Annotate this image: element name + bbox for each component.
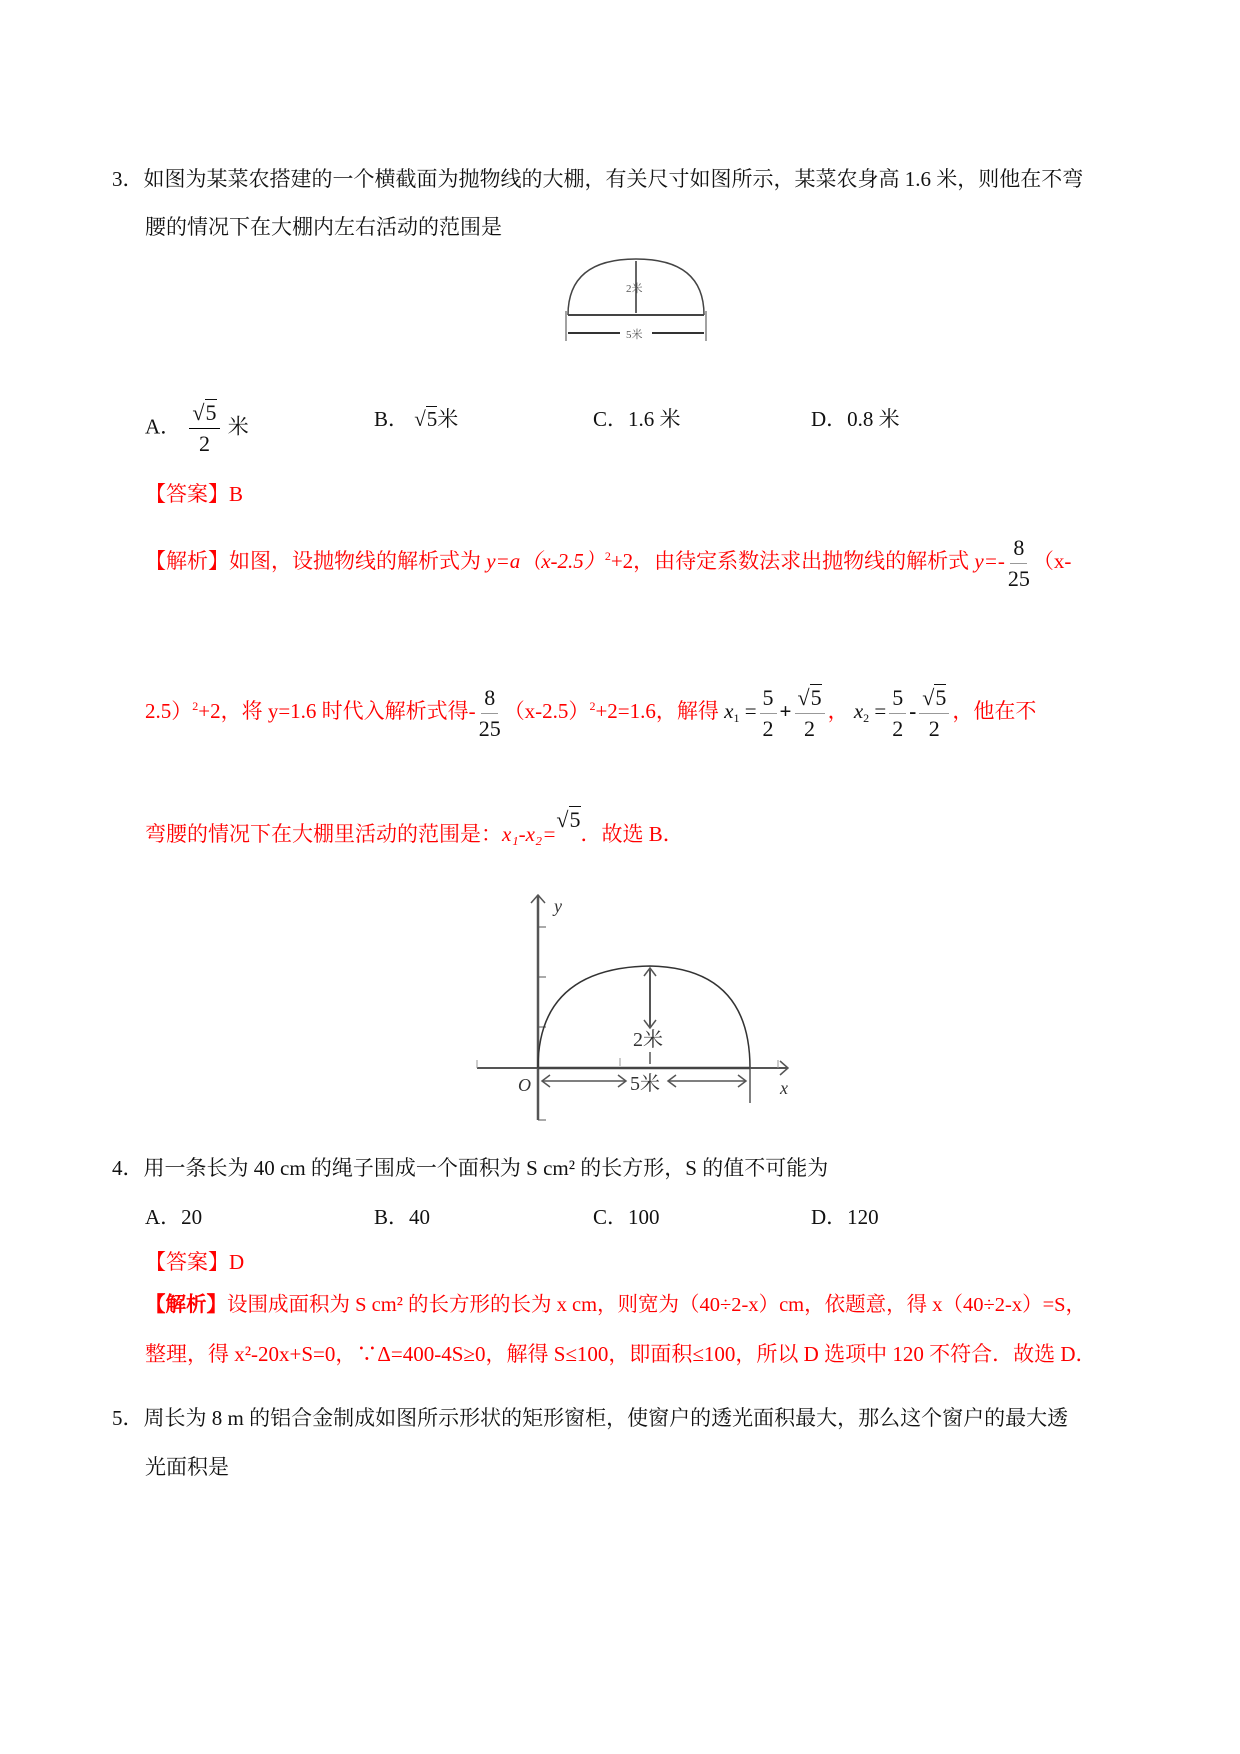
radicand: 5 xyxy=(205,400,217,425)
fraction: $\frac{√5}{2}$ xyxy=(795,683,825,744)
height-label: 2米 xyxy=(633,1029,663,1051)
subscript: 2 xyxy=(863,711,870,725)
fraction: $\frac{√5}{2}$ xyxy=(919,683,949,744)
option-text: 0.8 米 xyxy=(847,407,900,431)
option-letter: C． xyxy=(593,407,629,431)
option-letter: A． xyxy=(145,414,182,439)
q3-analysis-line3 xyxy=(145,807,684,848)
text: ，他在不 xyxy=(952,699,1037,723)
radicand: 5 xyxy=(569,807,581,832)
q4-number: 4． xyxy=(112,1156,144,1180)
parabola-graph xyxy=(470,888,800,1124)
var: x xyxy=(724,699,734,723)
radicand: 5 xyxy=(426,407,438,431)
text: 如图，设抛物线的解析式为 xyxy=(229,549,487,573)
q4-text: 用一条长为 40 cm 的绳子围成一个面积为 S cm² 的长方形，S 的值不可能为 xyxy=(143,1156,829,1180)
y-axis-label: y xyxy=(554,896,562,916)
subscript: 1 xyxy=(733,711,740,725)
width-label: 5米 xyxy=(630,1073,660,1095)
q4-answer xyxy=(145,1248,244,1276)
fraction: $\frac{√5}{2}$ xyxy=(189,398,219,459)
exponent: 2 xyxy=(192,699,199,713)
text: ．故选 B． xyxy=(580,822,684,846)
answer-label: 【答案】 xyxy=(145,482,229,506)
radicand: 5 xyxy=(810,684,822,710)
numerator: 5 xyxy=(889,683,906,714)
denominator: 2 xyxy=(892,715,904,741)
denominator: 2 xyxy=(928,715,940,741)
math: x₁-x₂= xyxy=(502,822,557,846)
answer-value: D xyxy=(229,1250,245,1274)
q4-line1 xyxy=(112,1154,828,1182)
x1-expression xyxy=(724,684,827,741)
origin-label: O xyxy=(518,1075,531,1095)
q3-analysis-line1 xyxy=(145,526,1071,594)
analysis-label: 【解析】 xyxy=(145,549,229,573)
q3-text: 如图为某菜农搭建的一个横截面为抛物线的大棚，有关尺寸如图所示，某菜农身高 1.6 米，则他在不弯 xyxy=(143,167,1084,191)
fraction xyxy=(889,683,906,744)
minus: - xyxy=(909,699,917,723)
q4-option-d[interactable]: D．120 xyxy=(811,1205,879,1229)
fig-width-label: 5米 xyxy=(626,329,643,341)
q3-number: 3． xyxy=(112,167,144,191)
analysis-label: 【解析】 xyxy=(145,1294,227,1316)
q3-analysis-line2 xyxy=(145,676,1036,748)
q3-answer xyxy=(145,480,243,508)
comma: ， xyxy=(827,699,849,723)
q3-option-d[interactable] xyxy=(811,403,900,433)
q3-option-c[interactable] xyxy=(593,403,681,433)
sqrt: √5 xyxy=(414,407,438,431)
denominator: 2 xyxy=(198,431,210,456)
q4-option-a[interactable]: A．20 xyxy=(145,1205,203,1229)
denominator: 25 xyxy=(478,715,501,741)
math: y=a（x-2.5） xyxy=(486,549,605,573)
text: +2，由待定系数法求出抛物线的解析式 xyxy=(610,549,975,573)
fraction xyxy=(760,683,777,744)
fraction xyxy=(1008,533,1030,594)
q4-analysis-line2: 整理，得 x²-20x+S=0，∵Δ=400-4S≥0，解得 S≤100，即面积≤100，所以 D 选项中 120 不符合．故选 D． xyxy=(145,1342,1097,1366)
numerator: 8 xyxy=(1010,533,1027,564)
numerator: 8 xyxy=(481,683,498,714)
exponent: 2 xyxy=(604,549,611,563)
math: y=- xyxy=(974,549,1005,573)
text: 设围成面积为 S cm² 的长方形的长为 x cm，则宽为（40÷2-x）cm，依题意，得 x（40÷2-x）=S， xyxy=(227,1294,1087,1316)
text: 弯腰的情况下在大棚里活动的范围是： xyxy=(145,822,502,846)
answer-label: 【答案】 xyxy=(145,1250,229,1274)
text: 2.5） xyxy=(145,699,193,723)
plus: + xyxy=(779,699,792,723)
radicand: 5 xyxy=(935,684,947,710)
greenhouse-figure xyxy=(560,255,720,347)
sqrt: √5 xyxy=(556,807,581,832)
unit: 米 xyxy=(227,414,249,439)
option-letter: D． xyxy=(811,407,848,431)
x-axis-label: x xyxy=(780,1078,788,1098)
q4-option-b[interactable]: B．40 xyxy=(374,1205,431,1229)
text: +2，将 y=1.6 时代入解析式得- xyxy=(198,699,476,723)
exponent: 2 xyxy=(589,699,596,713)
q3-option-b[interactable] xyxy=(374,403,458,433)
eq: = xyxy=(744,699,757,723)
denominator: 2 xyxy=(804,715,816,741)
fig-height-label: 2米 xyxy=(626,283,643,295)
numerator: 5 xyxy=(760,683,777,714)
q4-option-c[interactable]: C．100 xyxy=(593,1205,660,1229)
denominator: 2 xyxy=(762,715,774,741)
var: x xyxy=(853,699,864,723)
q3-option-a[interactable] xyxy=(145,398,249,459)
text: （x-2.5） xyxy=(503,699,590,723)
q5-number: 5． xyxy=(112,1406,144,1430)
q5-line1 xyxy=(112,1404,1068,1432)
option-text: 1.6 米 xyxy=(628,407,681,431)
text: +2=1.6，解得 xyxy=(595,699,725,723)
q4-analysis-line1 xyxy=(145,1291,1086,1319)
option-letter: B． xyxy=(374,407,410,431)
denominator: 25 xyxy=(1007,565,1030,591)
fraction xyxy=(479,683,501,744)
q3-line2: 腰的情况下在大棚内左右活动的范围是 xyxy=(145,215,502,239)
q3-line1 xyxy=(112,165,1083,193)
x2-expression xyxy=(853,684,953,741)
eq: = xyxy=(874,699,887,723)
answer-value: B xyxy=(229,482,244,506)
unit: 米 xyxy=(437,407,459,431)
q5-line2: 光面积是 xyxy=(145,1455,229,1479)
q5-text: 周长为 8 m 的铝合金制成如图所示形状的矩形窗柜，使窗户的透光面积最大，那么这个窗户的最大透 xyxy=(143,1406,1069,1430)
text: （x- xyxy=(1032,549,1072,573)
